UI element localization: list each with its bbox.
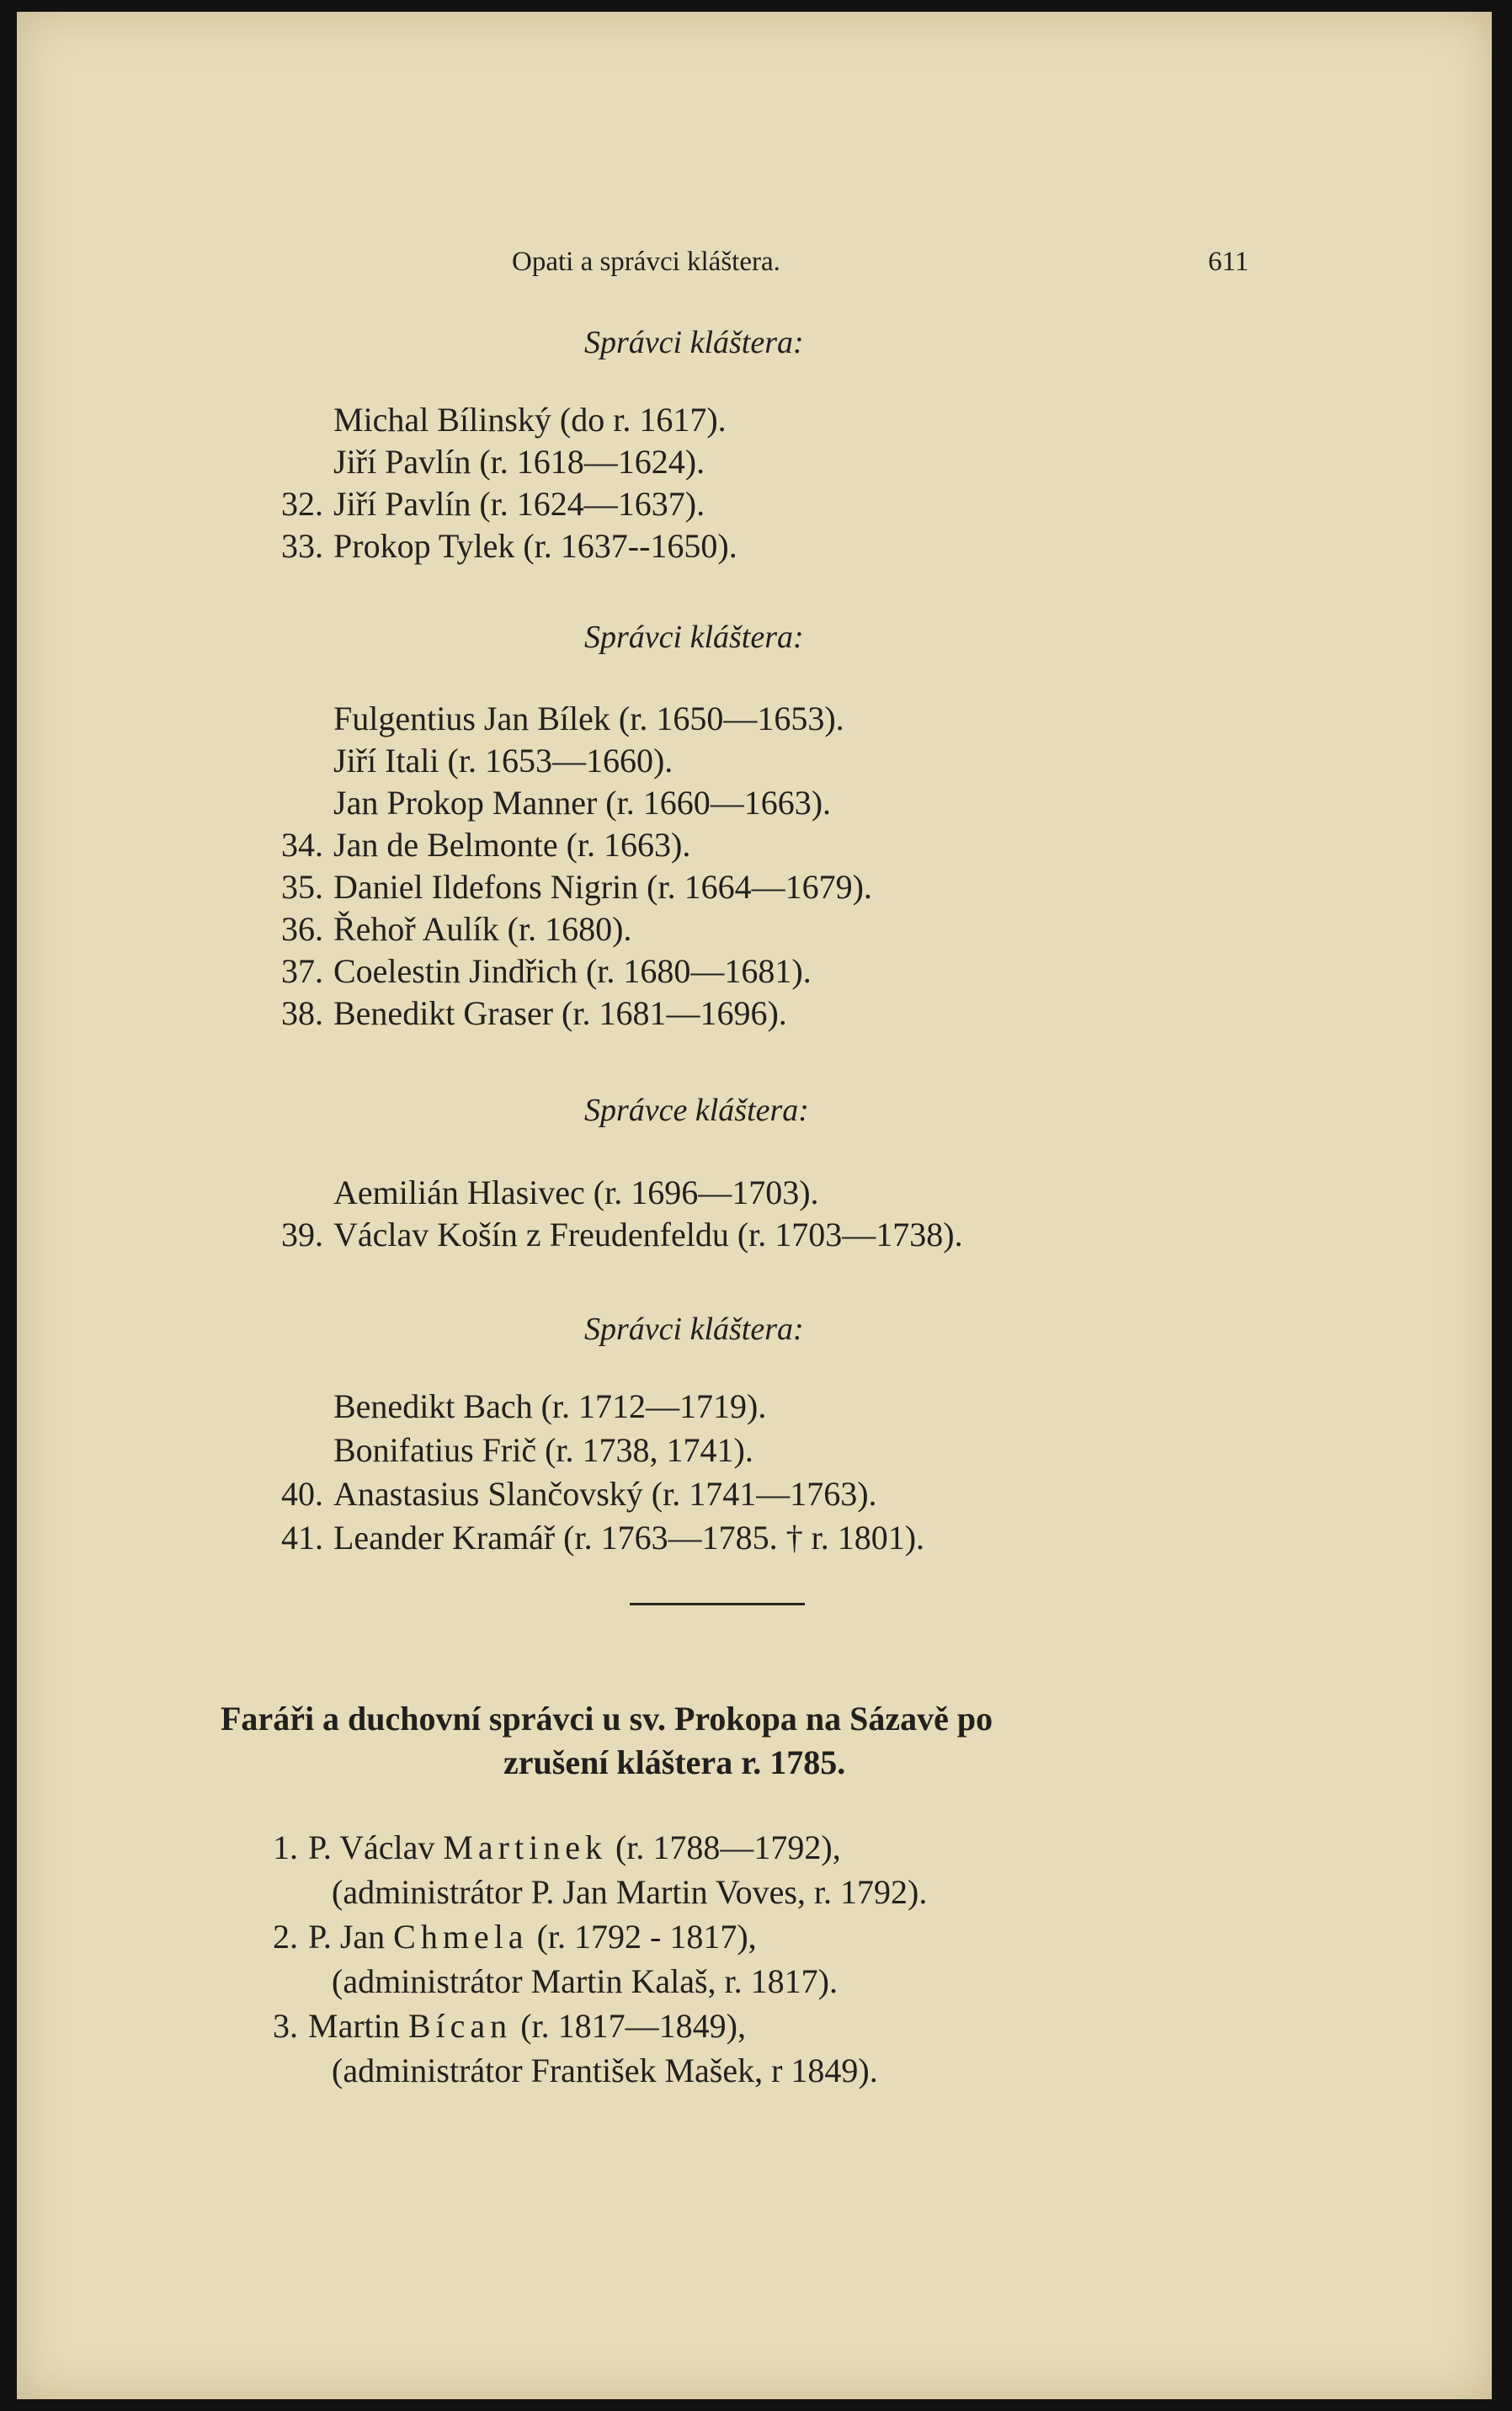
parish-list-item (273, 1827, 841, 1869)
entry-number: 37. (281, 952, 323, 990)
page-number: 611 (1208, 247, 1249, 277)
entry-text: Václav Košín z Freudenfeldu (r. 1703—1738). (333, 1216, 963, 1253)
entry-number: 39. (281, 1216, 323, 1253)
entry-text-post: (r. 1792 - 1817), (528, 1918, 757, 1956)
entry-text: Fulgentius Jan Bílek (r. 1650—1653). (333, 700, 844, 737)
list-item (281, 483, 705, 525)
entry-number: 3. (273, 2007, 298, 2045)
entry-number: 40. (281, 1475, 323, 1513)
list-item (333, 782, 831, 824)
parish-admin-line: (administrátor Martin Kalaš, r. 1817). (332, 1962, 838, 2000)
entry-text-pre: P. Jan (308, 1918, 394, 1956)
entry-name: Bícan (407, 2007, 513, 2045)
entry-number: 38. (281, 994, 323, 1032)
entry-number: 32. (281, 485, 323, 523)
entry-number: 36. (281, 910, 323, 948)
section-heading-1: Správci kláštera: (584, 325, 804, 360)
section-heading-4: Správci kláštera: (584, 1312, 804, 1347)
entry-text: Jiří Itali (r. 1653—1660). (333, 742, 673, 780)
entry-text: Řehoř Aulík (r. 1680). (333, 910, 632, 948)
entry-text: Coelestin Jindřich (r. 1680—1681). (333, 952, 812, 990)
entry-text-pre: Martin (308, 2007, 408, 2045)
entry-number: 1. (273, 1828, 298, 1866)
list-item (333, 740, 673, 782)
entry-text-post: (r. 1817—1849), (512, 2007, 746, 2045)
parish-list-item (273, 1916, 757, 1958)
entry-text: Benedikt Graser (r. 1681—1696). (333, 994, 787, 1032)
parish-list-item (273, 2005, 746, 2047)
entry-name: Martinek (443, 1828, 607, 1866)
entry-text-pre: P. Václav (308, 1828, 444, 1866)
list-item (333, 1172, 819, 1214)
parish-admin-line: (administrátor František Mašek, r 1849). (332, 2052, 878, 2089)
entry-text: Michal Bílinský (do r. 1617). (333, 401, 727, 439)
parish-admin-line: (administrátor P. Jan Martin Voves, r. 1792). (332, 1873, 928, 1911)
entry-text: Aemilián Hlasivec (r. 1696—1703). (333, 1174, 819, 1211)
list-item (281, 908, 632, 950)
entry-text: Jan Prokop Manner (r. 1660—1663). (333, 784, 832, 822)
entry-number: 33. (281, 527, 323, 565)
entry-text: Leander Kramář (r. 1763—1785. † r. 1801). (333, 1519, 925, 1557)
entry-number: 35. (281, 868, 323, 906)
list-item (281, 525, 737, 567)
list-item (333, 1429, 753, 1472)
section-divider (630, 1603, 805, 1605)
entry-name: Chmela (393, 1918, 529, 1956)
list-item (281, 1473, 877, 1515)
list-item (281, 866, 872, 908)
list-item (333, 399, 727, 441)
list-item (281, 993, 787, 1035)
list-item (281, 1517, 925, 1559)
running-header-title: Opati a správci kláštera. (512, 247, 780, 277)
entry-text: Jan de Belmonte (r. 1663). (333, 826, 691, 864)
list-item (333, 1386, 766, 1428)
book-page (17, 12, 1492, 2399)
entry-text: Anastasius Slančovský (r. 1741—1763). (333, 1475, 877, 1513)
section-heading-2: Správci kláštera: (584, 620, 804, 655)
entry-text: Jiří Pavlín (r. 1618—1624). (333, 443, 705, 481)
entry-number: 41. (281, 1519, 323, 1557)
entry-text: Benedikt Bach (r. 1712—1719). (333, 1387, 767, 1425)
list-item (333, 698, 844, 740)
entry-text-post: (r. 1788—1792), (606, 1828, 841, 1866)
entry-number: 2. (273, 1918, 298, 1956)
entry-text: Prokop Tylek (r. 1637--1650). (333, 527, 737, 565)
parish-title-line-1: Faráři a duchovní správci u sv. Prokopa na Sázavě po (221, 1700, 993, 1738)
parish-title-line-2: zrušení kláštera r. 1785. (503, 1743, 846, 1781)
entry-text: Jiří Pavlín (r. 1624—1637). (333, 485, 705, 523)
entry-number: 34. (281, 826, 323, 864)
entry-text: Daniel Ildefons Nigrin (r. 1664—1679). (333, 868, 872, 906)
section-heading-3: Správce kláštera: (584, 1093, 809, 1128)
list-item (281, 950, 812, 993)
entry-text: Bonifatius Frič (r. 1738, 1741). (333, 1431, 753, 1469)
list-item (281, 824, 691, 866)
list-item (281, 1214, 963, 1256)
list-item (333, 441, 705, 483)
